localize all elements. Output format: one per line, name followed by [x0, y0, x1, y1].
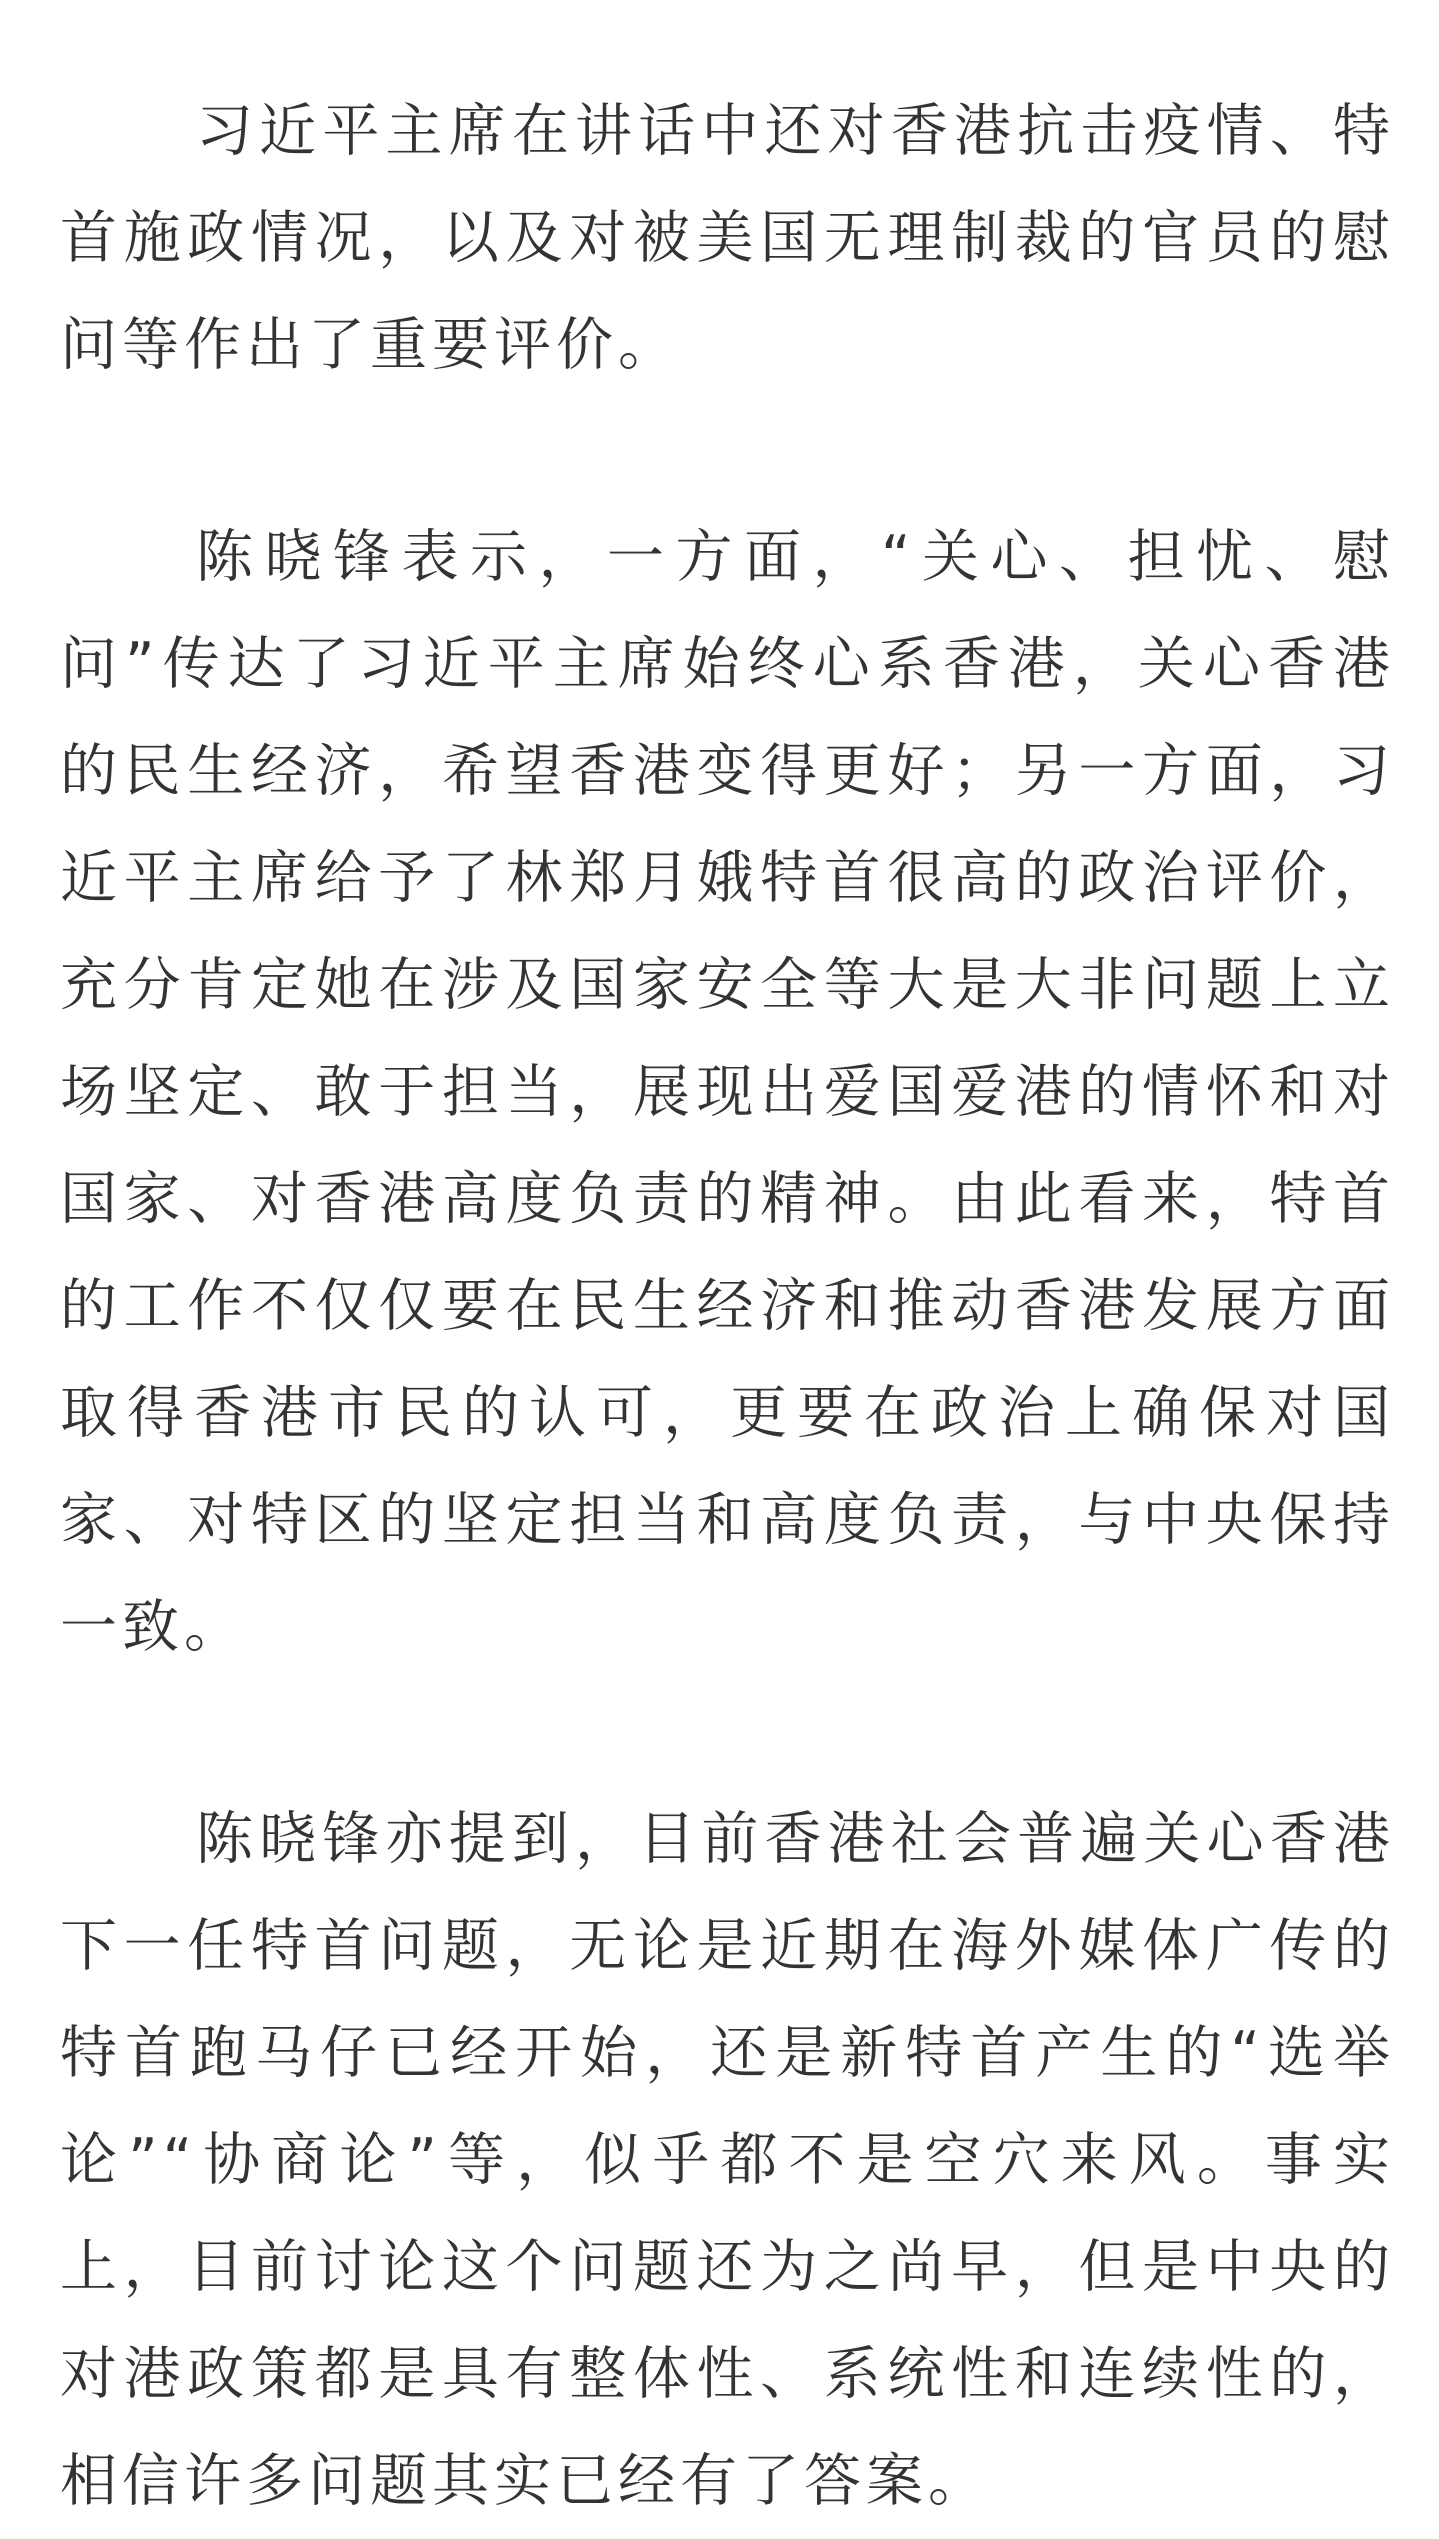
paragraph-next-chief-executive: 陈晓锋亦提到，目前香港社会普遍关心香港下一任特首问题，无论是近期在海外媒体广传的特首跑马仔已经开始，还是新特首产生的“选举论”“协商论”等，似乎都不是空穴来风。事实上，目前讨论这个问题还为之尚早，但是中央的对港政策都是具有整体性、系统性和连续性的，相信许多问题其实已经有了答案。: [60, 1806, 1395, 2514]
paragraph-evaluation: 习近平主席在讲话中还对香港抗击疫情、特首施政情况，以及对被美国无理制裁的官员的慰问等作出了重要评价。: [60, 98, 1395, 378]
paragraph-chen-comment: 陈晓锋表示，一方面，“关心、担忧、慰问”传达了习近平主席始终心系香港，关心香港的民生经济，希望香港变得更好；另一方面，习近平主席给予了林郑月娥特首很高的政治评价，充分肯定她在涉及国家安全等大是大非问题上立场坚定、敢于担当，展现出爱国爱港的情怀和对国家、对香港高度负责的精神。由此看来，特首的工作不仅仅要在民生经济和推动香港发展方面取得香港市民的认可，更要在政治上确保对国家、对特区的坚定担当和高度负责，与中央保持一致。: [60, 524, 1395, 1660]
article-body: [60, 78, 1395, 2535]
